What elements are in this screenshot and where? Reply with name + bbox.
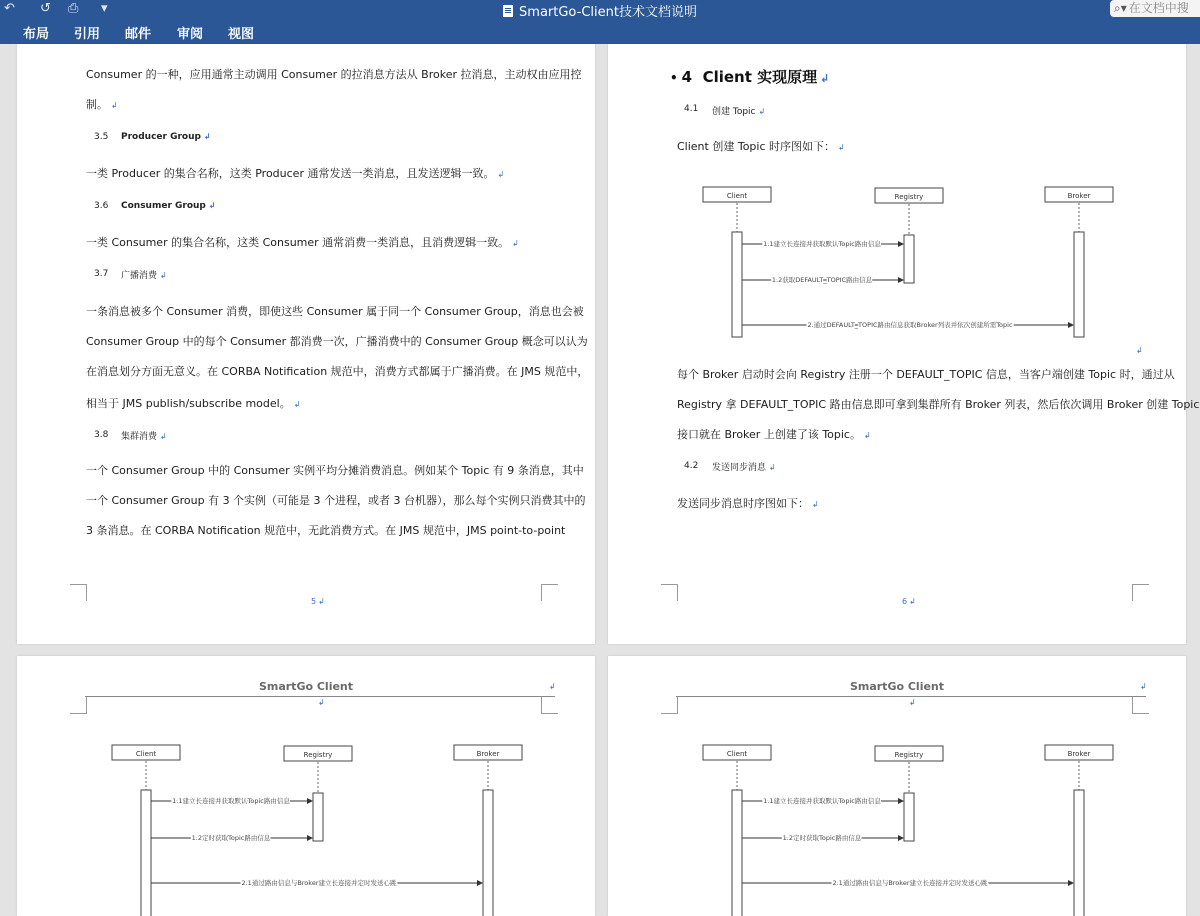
heading-number: 4.2 [684, 461, 699, 471]
tab-layout[interactable]: 布局 [23, 27, 50, 42]
paragraph-line: 一个 Consumer Group 有 3 个实例（可能是 3 个进程，或者 3 台机器），那么每个实例只消费其中的 [86, 494, 586, 507]
heading-number: 3.7 [94, 269, 109, 279]
actor-broker-label: Broker [1067, 750, 1091, 758]
search-input[interactable] [1110, 0, 1200, 17]
activation-bar [1074, 232, 1084, 337]
paragraph-line: 接口就在 Broker 上创建了该 Topic。 ↲ [677, 428, 871, 441]
paragraph-line: 每个 Broker 启动时会向 Registry 注册一个 DEFAULT_TOPIC 信息，当客户端创建 Topic 时，通过从 [677, 368, 1175, 381]
margin-corner [70, 584, 87, 601]
heading-number: 3.8 [94, 430, 109, 440]
paragraph-line: 发送同步消息时序图如下： ↲ [677, 497, 819, 510]
sequence-diagram [698, 184, 1118, 344]
paragraph-mark: ↲ [318, 698, 325, 707]
paragraph-line: 一条消息被多个 Consumer 消费，即使这些 Consumer 属于同一个 Consumer Group，消息也会被 [86, 305, 584, 318]
window-title-text: SmartGo-Client技术文档说明 [519, 5, 697, 20]
activation-bar [904, 235, 914, 283]
activation-bar [904, 793, 914, 841]
margin-corner [661, 584, 678, 601]
search-placeholder: 在文档中搜 [1128, 1, 1189, 15]
message-label: 1.2获取DEFAULT_TOPIC路由信息 [771, 276, 873, 284]
paragraph-line: 一类 Producer 的集合名称，这类 Producer 通常发送一类消息，且发送逻辑一致。 ↲ [86, 167, 505, 180]
header-title: SmartGo Client [258, 680, 354, 693]
margin-corner [541, 697, 558, 714]
paragraph-line: Consumer Group 中的每个 Consumer 都消费一次，广播消费中的 Consumer Group 概念可以认为 [86, 335, 588, 348]
message-label: 1.1建立长连接并获取默认Topic路由信息 [763, 797, 881, 805]
page-8[interactable] [608, 656, 1186, 916]
actor-client-label: Client [726, 192, 748, 200]
message-label: 2.1通过路由信息与Broker建立长连接并定时发送心跳 [241, 879, 397, 887]
actor-registry-label: Registry [303, 751, 333, 759]
paragraph-line: 制。 ↲ [86, 98, 118, 111]
tab-mailings[interactable]: 邮件 [125, 27, 152, 42]
paragraph-line: 3 条消息。在 CORBA Notification 规范中，无此消费方式。在 JMS 规范中，JMS point-to-point [86, 524, 566, 537]
heading-send-sync: 发送同步消息 ↲ [712, 463, 776, 473]
actor-registry-label: Registry [894, 751, 924, 759]
activation-bar [732, 790, 742, 916]
page-number: 6 ↲ [902, 597, 916, 606]
print-icon[interactable]: ⎙ [68, 1, 79, 16]
paragraph-mark: ↲ [909, 698, 916, 707]
undo-icon[interactable]: ↶ [4, 1, 15, 16]
heading-cluster: 集群消费 ↲ [121, 432, 167, 442]
heading-number: 4.1 [684, 104, 699, 114]
message-label: 1.1建立长连接并获取默认Topic路由信息 [763, 240, 881, 248]
activation-bar [483, 790, 493, 916]
actor-client-label: Client [135, 750, 157, 758]
activation-bar [141, 790, 151, 916]
heading-number: 3.6 [94, 201, 109, 211]
actor-client-label: Client [726, 750, 748, 758]
margin-corner [70, 697, 87, 714]
paragraph-mark: ↲ [1140, 682, 1147, 691]
ribbon-tabs [0, 20, 1200, 44]
paragraph-line: Registry 拿 DEFAULT_TOPIC 路由信息即可拿到集群所有 Broker 列表，然后依次调用 Broker 创建 Topic [677, 398, 1200, 411]
heading-producer-group: Producer Group ↲ [121, 132, 211, 142]
redo-icon[interactable]: ↺ [40, 1, 51, 16]
actor-registry-label: Registry [894, 193, 924, 201]
heading-client-principle: • 4 Client 实现原理 ↲ [670, 68, 830, 86]
actor-broker-label: Broker [1067, 192, 1091, 200]
page-5[interactable] [17, 44, 595, 644]
header-title: SmartGo Client [849, 680, 945, 693]
message-label: 1.2定时获取Topic路由信息 [191, 834, 271, 842]
message-label: 2.通过DEFAULT_TOPIC路由信息获取Broker列表并依次创建所需Topic [807, 321, 1013, 329]
paragraph-line: Client 创建 Topic 时序图如下： ↲ [677, 140, 845, 153]
document-icon [503, 5, 513, 17]
customize-toolbar-icon[interactable]: ▾ [101, 1, 108, 16]
heading-create-topic: 创建 Topic ↲ [712, 107, 766, 117]
margin-corner [1132, 697, 1149, 714]
paragraph-line: 在消息划分方面无意义。在 CORBA Notification 规范中，消费方式都属于广播消费。在 JMS 规范中， [86, 365, 589, 378]
activation-bar [1074, 790, 1084, 916]
heading-number: 3.5 [94, 132, 109, 142]
window-title [0, 1, 1200, 20]
page-number: 5 ↲ [311, 597, 325, 606]
tab-review[interactable]: 审阅 [177, 27, 204, 42]
actor-broker-label: Broker [476, 750, 500, 758]
paragraph-line: Consumer 的一种，应用通常主动调用 Consumer 的拉消息方法从 Broker 拉消息，主动权由应用控 [86, 68, 582, 81]
paragraph-mark: ↲ [549, 682, 556, 691]
activation-bar [313, 793, 323, 841]
margin-corner [1132, 584, 1149, 601]
message-label: 2.1通过路由信息与Broker建立长连接并定时发送心跳 [832, 879, 988, 887]
search-icon: ⌕▾ [1114, 1, 1127, 15]
heading-broadcast: 广播消费 ↲ [121, 271, 167, 281]
margin-corner [661, 697, 678, 714]
sequence-diagram [107, 742, 527, 916]
header-rule [85, 696, 555, 697]
heading-consumer-group: Consumer Group ↲ [121, 201, 216, 211]
activation-bar [732, 232, 742, 337]
paragraph-mark: ↲ [1136, 346, 1143, 355]
tab-view[interactable]: 视图 [228, 27, 255, 42]
page-7[interactable] [17, 656, 595, 916]
paragraph-line: 一类 Consumer 的集合名称，这类 Consumer 通常消费一类消息，且消费逻辑一致。 ↲ [86, 236, 519, 249]
message-label: 1.2定时获取Topic路由信息 [782, 834, 862, 842]
paragraph-line: 一个 Consumer Group 中的 Consumer 实例平均分摊消费消息。例如某个 Topic 有 9 条消息，其中 [86, 464, 584, 477]
page-6[interactable] [608, 44, 1200, 644]
tab-references[interactable]: 引用 [74, 27, 101, 42]
title-bar [0, 0, 1200, 20]
sequence-diagram [698, 742, 1118, 916]
margin-corner [541, 584, 558, 601]
paragraph-line: 相当于 JMS publish/subscribe model。 ↲ [86, 397, 301, 410]
header-rule [676, 696, 1146, 697]
message-label: 1.1建立长连接并获取默认Topic路由信息 [172, 797, 290, 805]
